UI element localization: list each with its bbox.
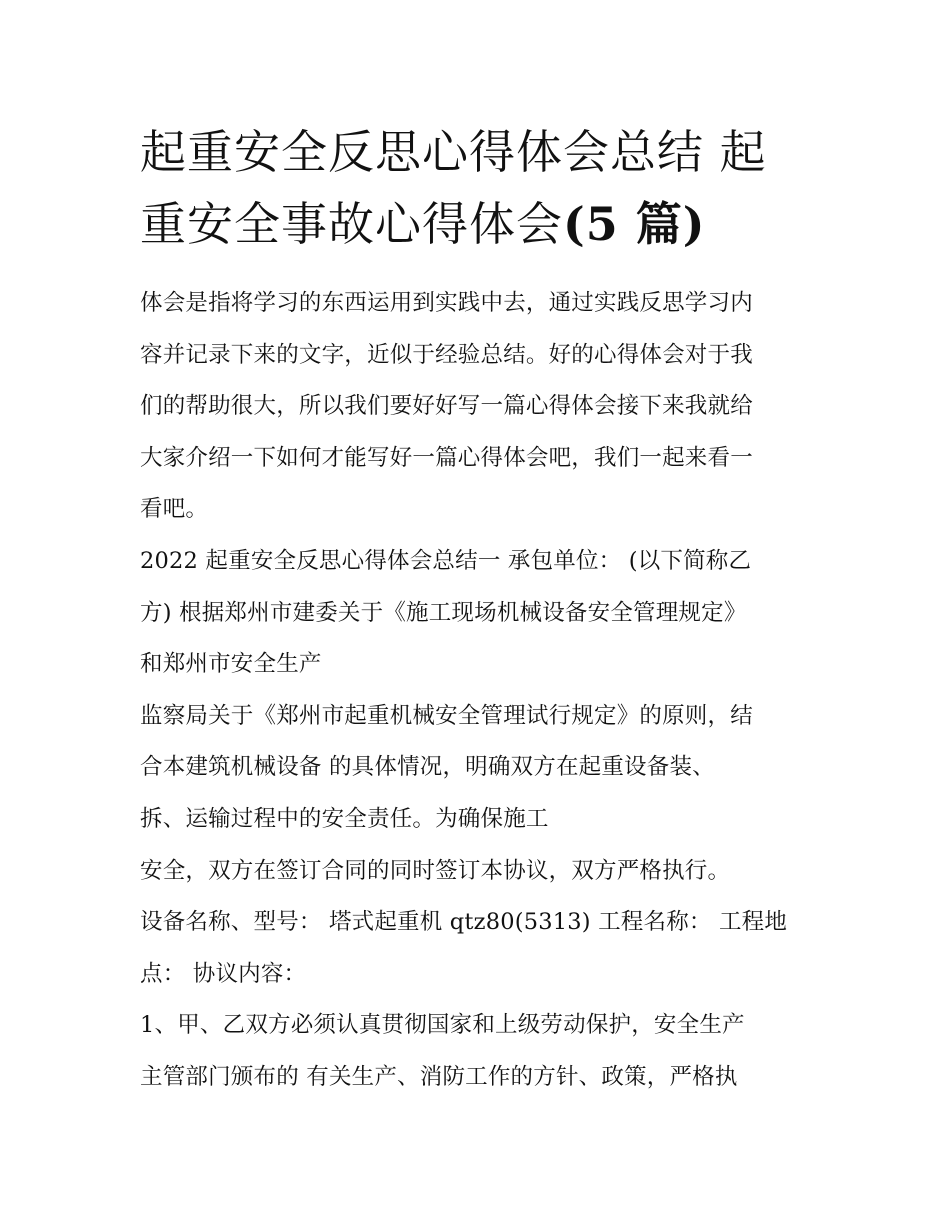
body-line: 1、甲、乙双方必须认真贯彻国家和上级劳动保护，安全生产	[140, 1012, 745, 1039]
title-line-1: 起重安全反思心得体会总结 起	[140, 125, 767, 179]
title-line-2	[140, 188, 820, 260]
body-line: 看吧。	[140, 496, 209, 523]
title-count: (5 篇)	[563, 197, 706, 251]
body-line: 合本建筑机械设备 的具体情况，明确双方在起重设备装、	[140, 754, 715, 781]
body-line: 主管部门颁布的 有关生产、消防工作的方针、政策，严格执	[140, 1063, 738, 1090]
body-line: 们的帮助很大，所以我们要好好写一篇心得体会接下来我就给	[140, 393, 753, 420]
body-line: 大家介绍一下如何才能写好一篇心得体会吧，我们一起来看一	[140, 444, 753, 471]
body-line: 监察局关于《郑州市起重机械安全管理试行规定》的原则，结	[140, 702, 753, 729]
body-line: 安全，双方在签订合同的同时签订本协议，双方严格执行。	[140, 857, 731, 884]
title-line-2-text: 重安全事故心得体会	[140, 197, 563, 251]
body-line: 设备名称、型号： 塔式起重机 qtz80(5313) 工程名称： 工程地	[140, 909, 788, 936]
document-body	[140, 278, 830, 1104]
body-line: 拆、运输过程中的安全责任。为确保施工	[140, 805, 549, 832]
body-line: 方) 根据郑州市建委关于《施工现场机械设备安全管理规定》	[140, 599, 747, 626]
body-line: 容并记录下来的文字，近似于经验总结。好的心得体会对于我	[140, 341, 753, 368]
document-title	[140, 116, 820, 260]
body-line: 和郑州市安全生产	[140, 651, 322, 678]
body-line: 点： 协议内容：	[140, 960, 307, 987]
body-line: 体会是指将学习的东西运用到实践中去，通过实践反思学习内	[140, 290, 753, 316]
body-line: 2022 起重安全反思心得体会总结一 承包单位： (以下简称乙	[140, 547, 752, 574]
